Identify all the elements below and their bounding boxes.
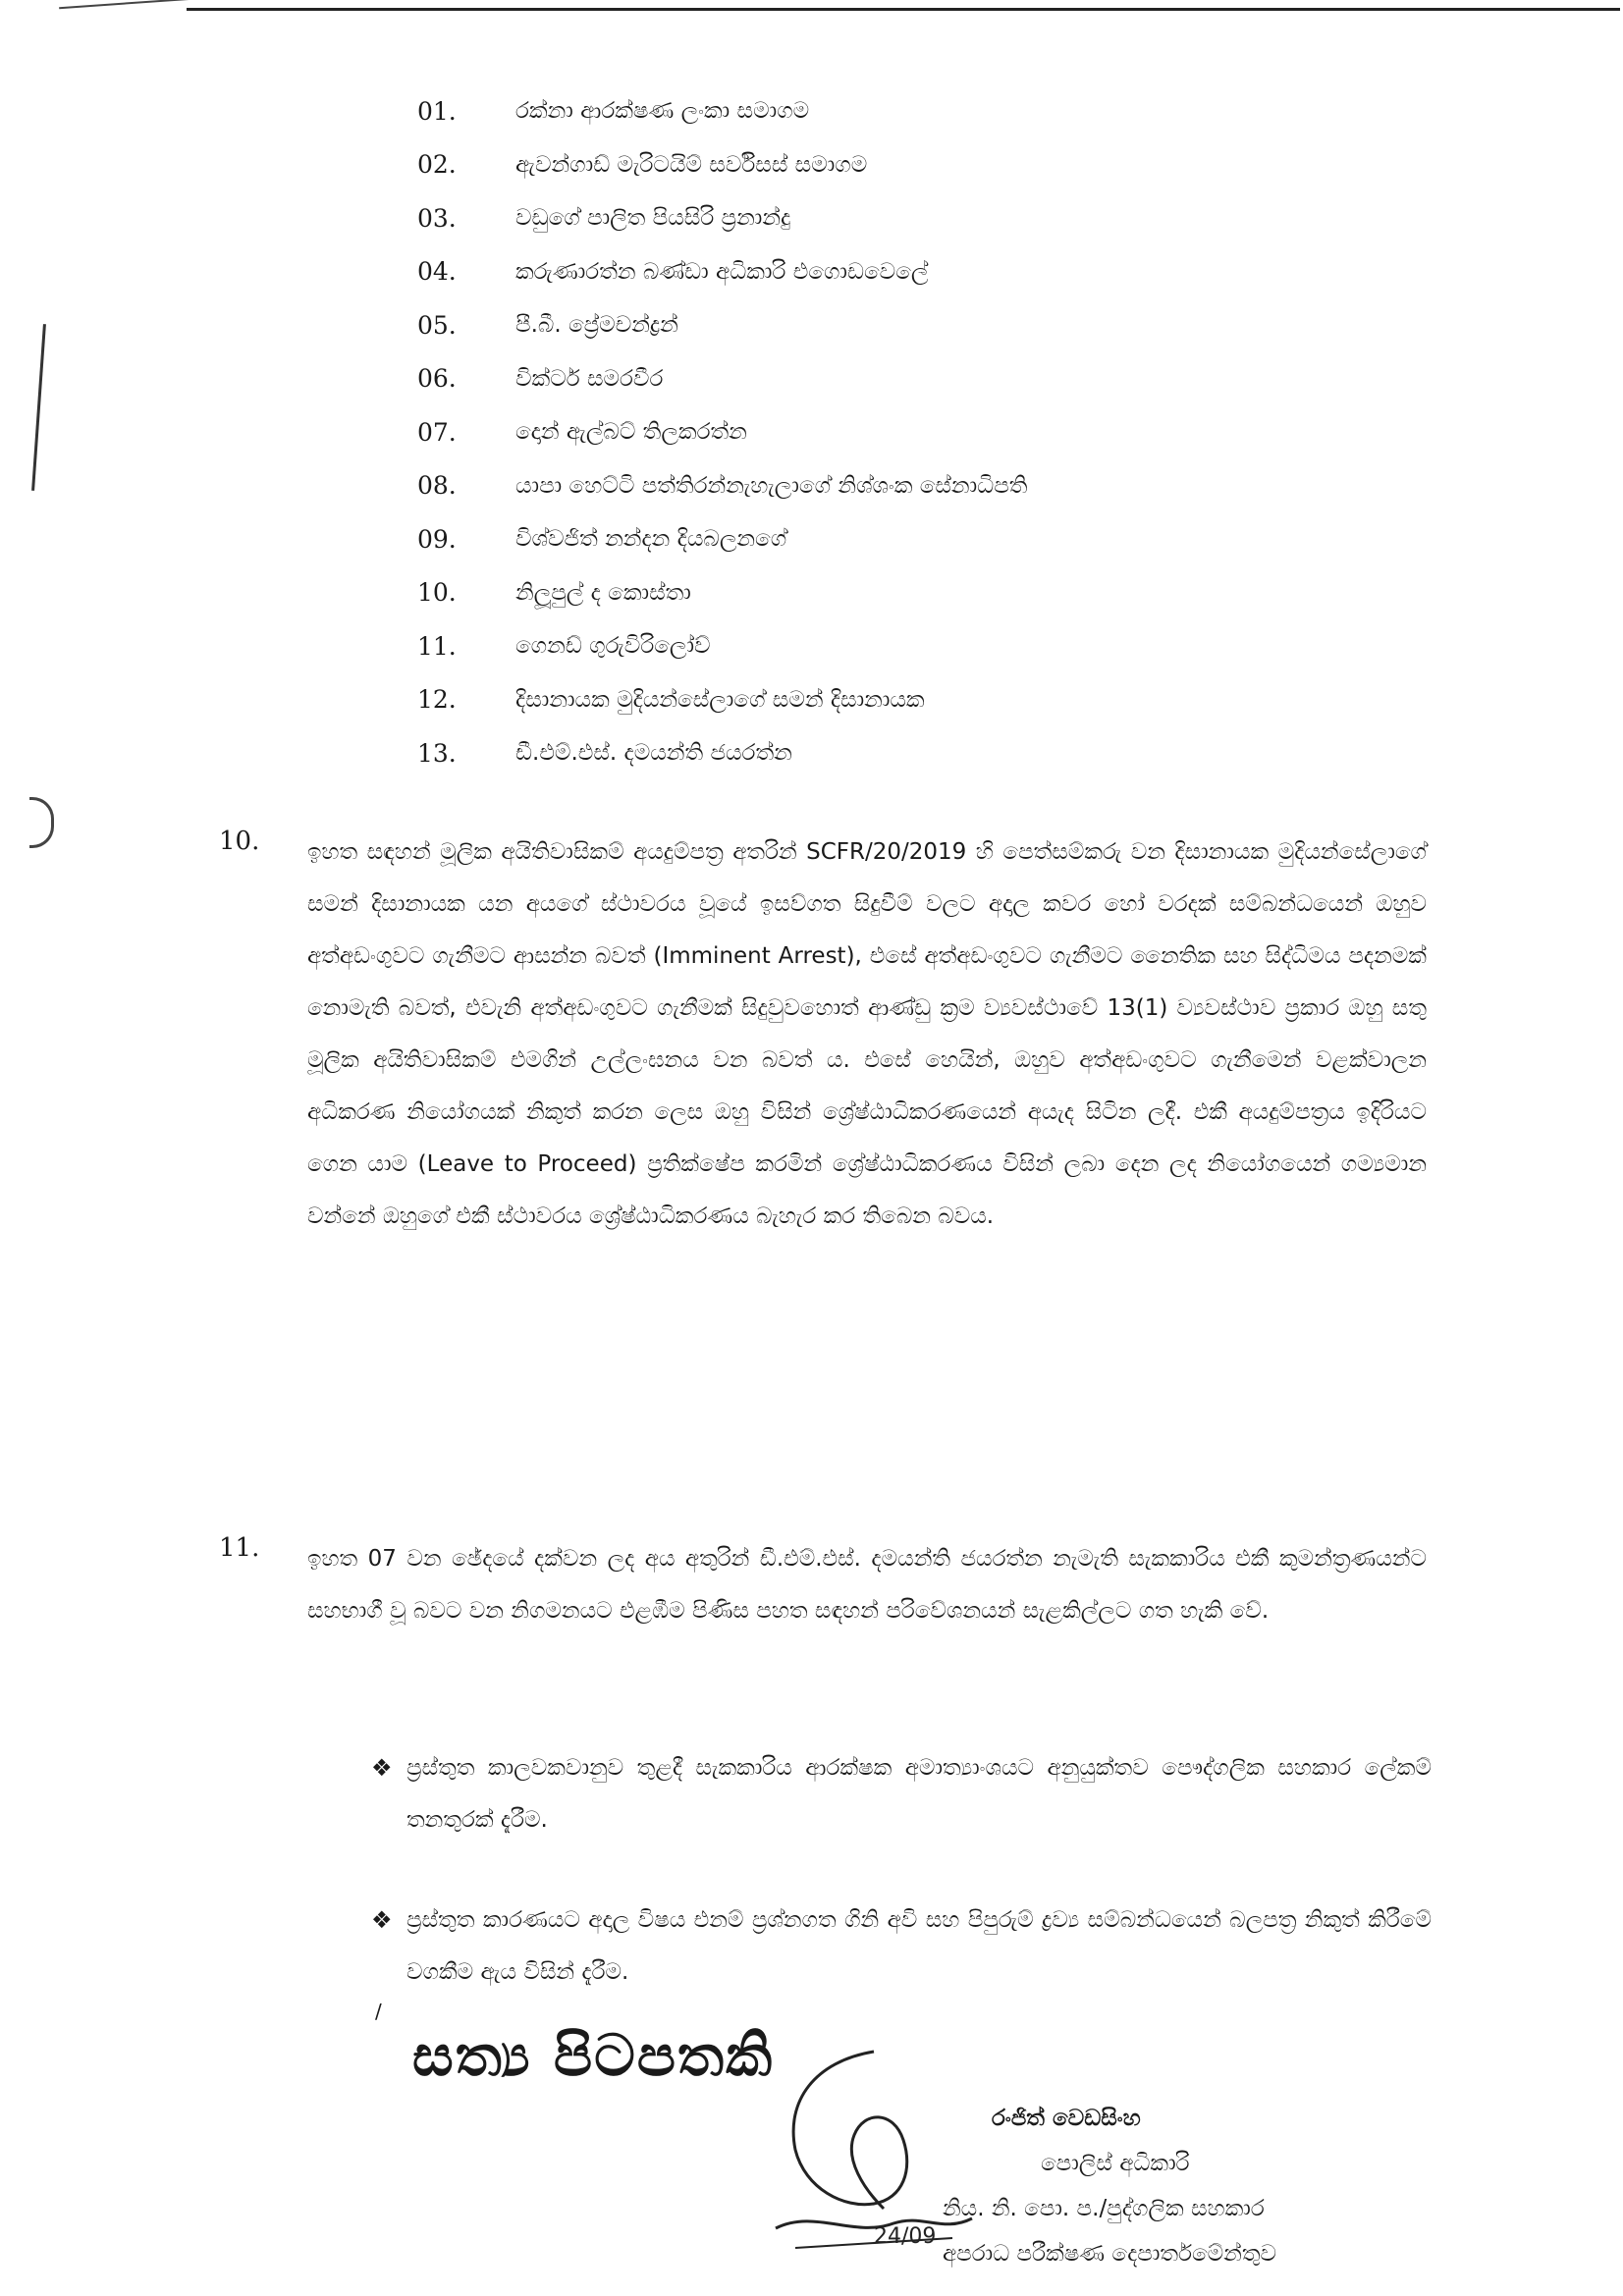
list-item-number: 08. bbox=[417, 471, 457, 501]
list-item-number: 11. bbox=[417, 631, 457, 661]
top-edge-mark bbox=[59, 0, 206, 9]
list-item bbox=[417, 619, 1497, 673]
margin-bracket-mark bbox=[29, 797, 54, 848]
pen-mark: / bbox=[375, 2000, 382, 2023]
list-item-name: දොන් ඇල්බට් තිලකරත්න bbox=[515, 419, 747, 446]
list-item bbox=[417, 726, 1497, 780]
list-item-name: කරුණාරත්න බණ්ඩා අධිකාරි එගොඩවෙලේ bbox=[515, 258, 929, 285]
list-item-name: දිසානායක මුදියන්සේලාගේ සමන් දිසානායක bbox=[515, 686, 925, 713]
list-item-number: 02. bbox=[417, 150, 457, 180]
list-item bbox=[417, 512, 1497, 566]
list-item bbox=[417, 245, 1497, 299]
signatory-position: නිය. නි. පො. ප./පුද්ගලික සහකාර bbox=[943, 2196, 1265, 2221]
list-item-name: පී.බී. ප්‍රේමචන්ද්‍රන් bbox=[515, 312, 678, 339]
list-item bbox=[417, 191, 1497, 245]
list-item-name: ගෙනඩ් ගුරුවිරිලෝව් bbox=[515, 633, 711, 660]
list-item-number: 03. bbox=[417, 203, 457, 233]
paragraph-text: ඉහත 07 වන ඡේදයේ දක්වන ලද අය අතුරින් ඩී.එම්.එස්. දමයන්ති ජයරත්න නැමැති සැකකාරිය එකී කුමන්ත්‍රණයන්ට සහභාගී වූ බවට වන නිගමනයට එළඹීම පිණිස පහත සඳහන් පරිවේශනයන් සැළකිල්ලට ගත හැකි වේ. bbox=[307, 1546, 1427, 1624]
list-item-number: 06. bbox=[417, 364, 457, 394]
list-item bbox=[417, 566, 1497, 620]
diamond-bullet-icon: ❖ bbox=[371, 1906, 393, 1934]
list-item-number: 12. bbox=[417, 685, 457, 715]
signature-date: 24/09 bbox=[874, 2224, 937, 2249]
list-item-name: වික්ටර් සමරවීර bbox=[515, 365, 664, 392]
signatory-block bbox=[943, 2096, 1492, 2276]
accused-list bbox=[417, 84, 1497, 780]
list-item bbox=[417, 352, 1497, 406]
list-item-name: යාපා හෙට්ටි පත්තිරන්නැහැලාගේ නිශ්ශංක සේනාධිපති bbox=[515, 472, 1028, 499]
margin-pen-mark bbox=[31, 324, 46, 491]
bullet-text: ප්‍රස්තුත කාලවකවානුව තුළදී සැකකාරිය ආරක්ෂක අමාත්‍යාංශයට අනුයුක්තව පෞද්ගලික සහකාර ලේකම් තනතුරක් දැරීම. bbox=[406, 1755, 1432, 1833]
paragraph-text: ඉහත සඳහන් මූලික අයිතිවාසිකම් අයදුම්පත්‍ර අතරින් SCFR/20/2019 හි පෙත්සම්කරු වන දිසානායක මුදියන්සේලාගේ සමන් දිසානායක යන අයගේ ස්ථාවරය වූයේ ඉසව්ගත සිදුවීම් වලට අදාල කවර හෝ වරදක් සම්බන්ධයෙන් ඔහුව අත්අඩංගුවට ගැනීමට ආසන්න බවත් (Imminent Arrest), එසේ අත්අඩංගුවට ගැනීමට නෛතික සහ සිද්ධිමය පදනමක් නොමැති බවත්, එවැනි අත්අඩංගුවට ගැනීමක් සිදුවුවහොත් ආණ්ඩු ක්‍රම ව්‍යවස්ථාවේ 13(1) ව්‍යවස්ථාව ප්‍රකාර ඔහු සතු මූලික අයිතිවාසිකම් එමගින් උල්ලංඝනය වන බවත් ය. එසේ හෙයින්, ඔහුව අත්අඩංගුවට ගැනීමෙන් වළක්වාලන අධිකරණ නියෝගයක් නිකුත් කරන ලෙස ඔහු විසින් ශ්‍රේෂ්ඨාධිකරණයෙන් අයැද සිටින ලදී. එකී අයදුම්පත්‍රය ඉදිරියට ගෙන යාම (Leave to Proceed) ප්‍රතික්ෂේප කරමින් ශ්‍රේෂ්ඨාධිකරණය විසින් ලබා දෙන ලද නියෝගයෙන් ගම්‍යමාන වන්නේ ඔහුගේ එකී ස්ථාවරය ශ්‍රේෂ්ඨාධිකරණය බැහැර කර තිබෙන බවය. bbox=[307, 839, 1427, 1229]
top-border-line bbox=[187, 8, 1620, 11]
list-item bbox=[417, 459, 1497, 513]
stamp-text: සත්‍ය පිටපතකි bbox=[412, 2022, 775, 2089]
bullet-text: ප්‍රස්තුත කාරණයට අදාල විෂය එනම් ප්‍රශ්නගත ගිනි අවි සහ පිපුරුම් ද්‍රව්‍ය සම්බන්ධයෙන් බලපත්‍ර නිකුත් කිරීමේ වගකීම ඇය විසින් දැරීම. bbox=[406, 1907, 1432, 1985]
list-item-number: 07. bbox=[417, 417, 457, 447]
list-item bbox=[417, 298, 1497, 352]
list-item-number: 05. bbox=[417, 310, 457, 340]
signatory-department: අපරාධ පරීක්ෂණ දෙපාර්තමේන්තුව bbox=[943, 2241, 1277, 2267]
list-item bbox=[417, 673, 1497, 727]
list-item bbox=[417, 84, 1497, 138]
list-item-name: වඩුගේ පාලිත පියසිරි ප්‍රනාන්දු bbox=[515, 205, 791, 232]
signatory-title: පොලිස් අධිකාරි bbox=[1041, 2151, 1190, 2176]
list-item-number: 13. bbox=[417, 738, 457, 768]
list-item-number: 10. bbox=[417, 578, 457, 608]
paragraph-number: 11. bbox=[219, 1533, 260, 1563]
paragraph-number: 10. bbox=[219, 827, 260, 856]
list-item-number: 09. bbox=[417, 524, 457, 554]
list-item-number: 04. bbox=[417, 257, 457, 287]
signatory-name: රංජිත් වෙඩසිංහ bbox=[992, 2106, 1141, 2131]
list-item-name: නිලූපුල් ද කොස්තා bbox=[515, 579, 691, 606]
list-item-name: විශ්වජිත් නන්දන දියබලනගේ bbox=[515, 526, 787, 553]
list-item-name: ඩී.එම්.එස්. දමයන්ති ජයරත්න bbox=[515, 740, 792, 767]
diamond-bullet-icon: ❖ bbox=[371, 1754, 393, 1782]
list-item bbox=[417, 405, 1497, 459]
list-item-number: 01. bbox=[417, 96, 457, 126]
list-item-name: රක්නා ආරක්ෂණ ලංකා සමාගම bbox=[515, 98, 810, 125]
list-item bbox=[417, 138, 1497, 192]
list-item-name: ඇවන්ගාඩ් මැරිටයිම් සර්විසස් සමාගම bbox=[515, 151, 868, 178]
